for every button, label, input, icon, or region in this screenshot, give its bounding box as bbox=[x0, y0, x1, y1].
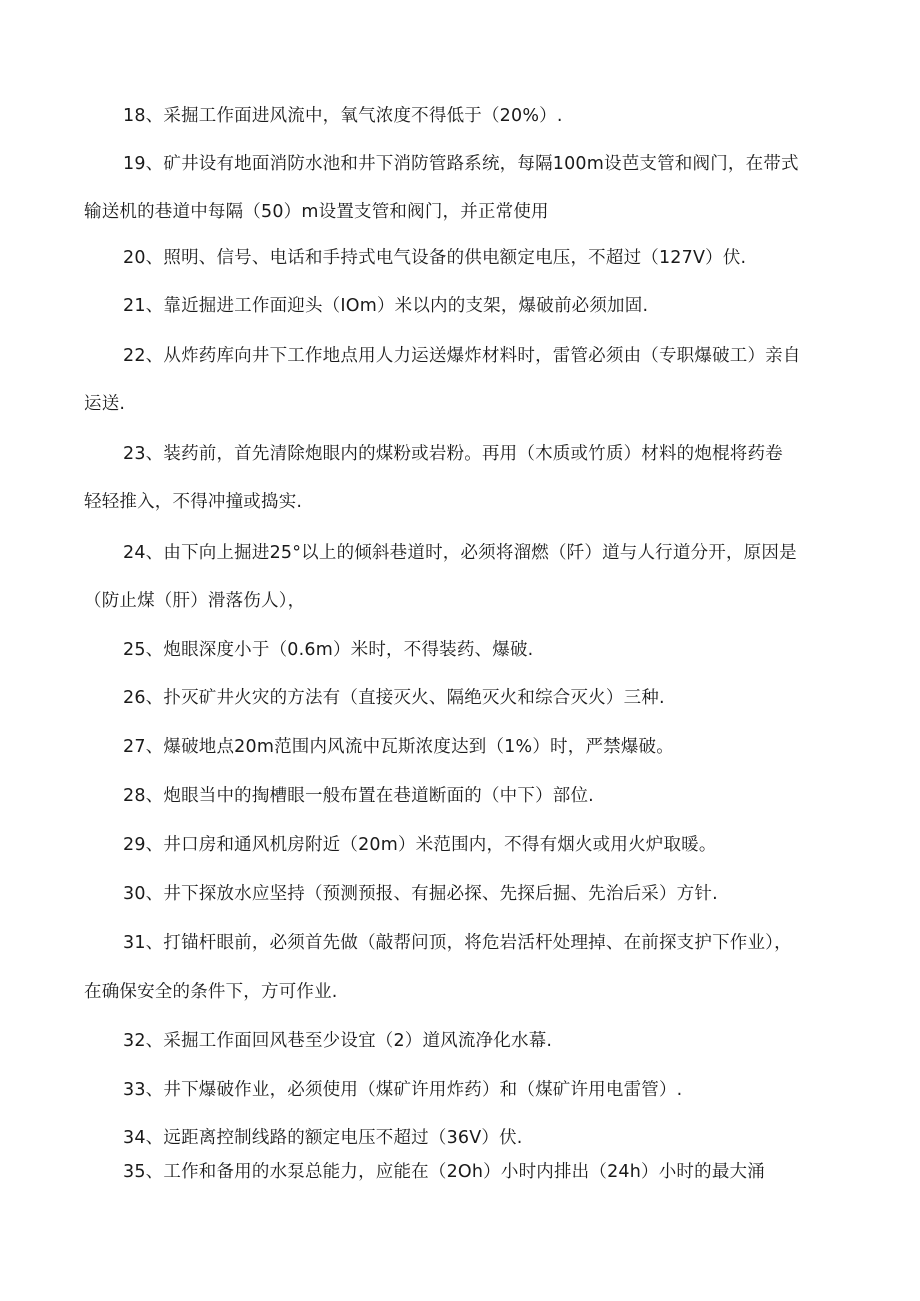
item-31-line-2: 在确保安全的条件下，方可作业. bbox=[84, 982, 338, 1002]
item-22-line-2: 运送. bbox=[84, 394, 126, 414]
item-28: 28、炮眼当中的掏槽眼一般布置在巷道断面的（中下）部位. bbox=[123, 786, 594, 806]
item-23-line-1: 23、装药前，首先清除炮眼内的煤粉或岩粉。再用（木质或竹质）材料的炮棍将药卷 bbox=[123, 444, 783, 464]
item-26: 26、扑灭矿井火灾的方法有（直接灭火、隔绝灭火和综合灭火）三种. bbox=[123, 688, 665, 708]
item-25: 25、炮眼深度小于（0.6m）米时，不得装药、爆破. bbox=[123, 640, 534, 660]
item-20: 20、照明、信号、电话和手持式电气设备的供电额定电压，不超过（127V）伏. bbox=[123, 248, 747, 268]
item-23-line-2: 轻轻推入，不得冲撞或捣实. bbox=[84, 492, 303, 512]
item-24-line-2: （防止煤（肝）滑落伤人）， bbox=[84, 591, 306, 611]
item-29: 29、井口房和通风机房附近（20m）米范围内，不得有烟火或用火炉取暖。 bbox=[123, 835, 717, 855]
item-19-line-2: 输送机的巷道中每隔（50）m设置支管和阀门，并正常使用 bbox=[84, 202, 549, 222]
item-32: 32、采掘工作面回风巷至少设宜（2）道风流净化水幕. bbox=[123, 1031, 553, 1051]
item-21: 21、靠近掘进工作面迎头（IOm）米以内的支架，爆破前必须加固. bbox=[123, 296, 649, 316]
item-35: 35、工作和备用的水泵总能力，应能在（2Oh）小时内排出（24h）小时的最大涌 bbox=[123, 1162, 765, 1182]
item-30: 30、井下探放水应坚持（预测预报、有掘必探、先探后掘、先治后采）方针. bbox=[123, 884, 718, 904]
item-34: 34、远距离控制线路的额定电压不超过（36V）伏. bbox=[123, 1128, 523, 1148]
item-24-line-1: 24、由下向上掘进25°以上的倾斜巷道时，必须将溜燃（阡）道与人行道分开，原因是 bbox=[123, 543, 797, 563]
item-18: 18、采掘工作面进风流中，氧气浓度不得低于（20%）. bbox=[123, 106, 563, 126]
item-27: 27、爆破地点20m范围内风流中瓦斯浓度达到（1%）时，严禁爆破。 bbox=[123, 737, 674, 757]
item-19-line-1: 19、矿井设有地面消防水池和井下消防管路系统，每隔100m设芭支管和阀门，在带式 bbox=[123, 154, 799, 174]
item-33: 33、井下爆破作业，必须使用（煤矿许用炸药）和（煤矿许用电雷管）. bbox=[123, 1080, 683, 1100]
item-22-line-1: 22、从炸药库向井下工作地点用人力运送爆炸材料时，雷管必须由（专职爆破工）亲自 bbox=[123, 346, 801, 366]
item-31-line-1: 31、打锚杆眼前，必须首先做（敲帮问顶，将危岩活杆处理掉、在前探支护下作业）， bbox=[123, 933, 792, 953]
